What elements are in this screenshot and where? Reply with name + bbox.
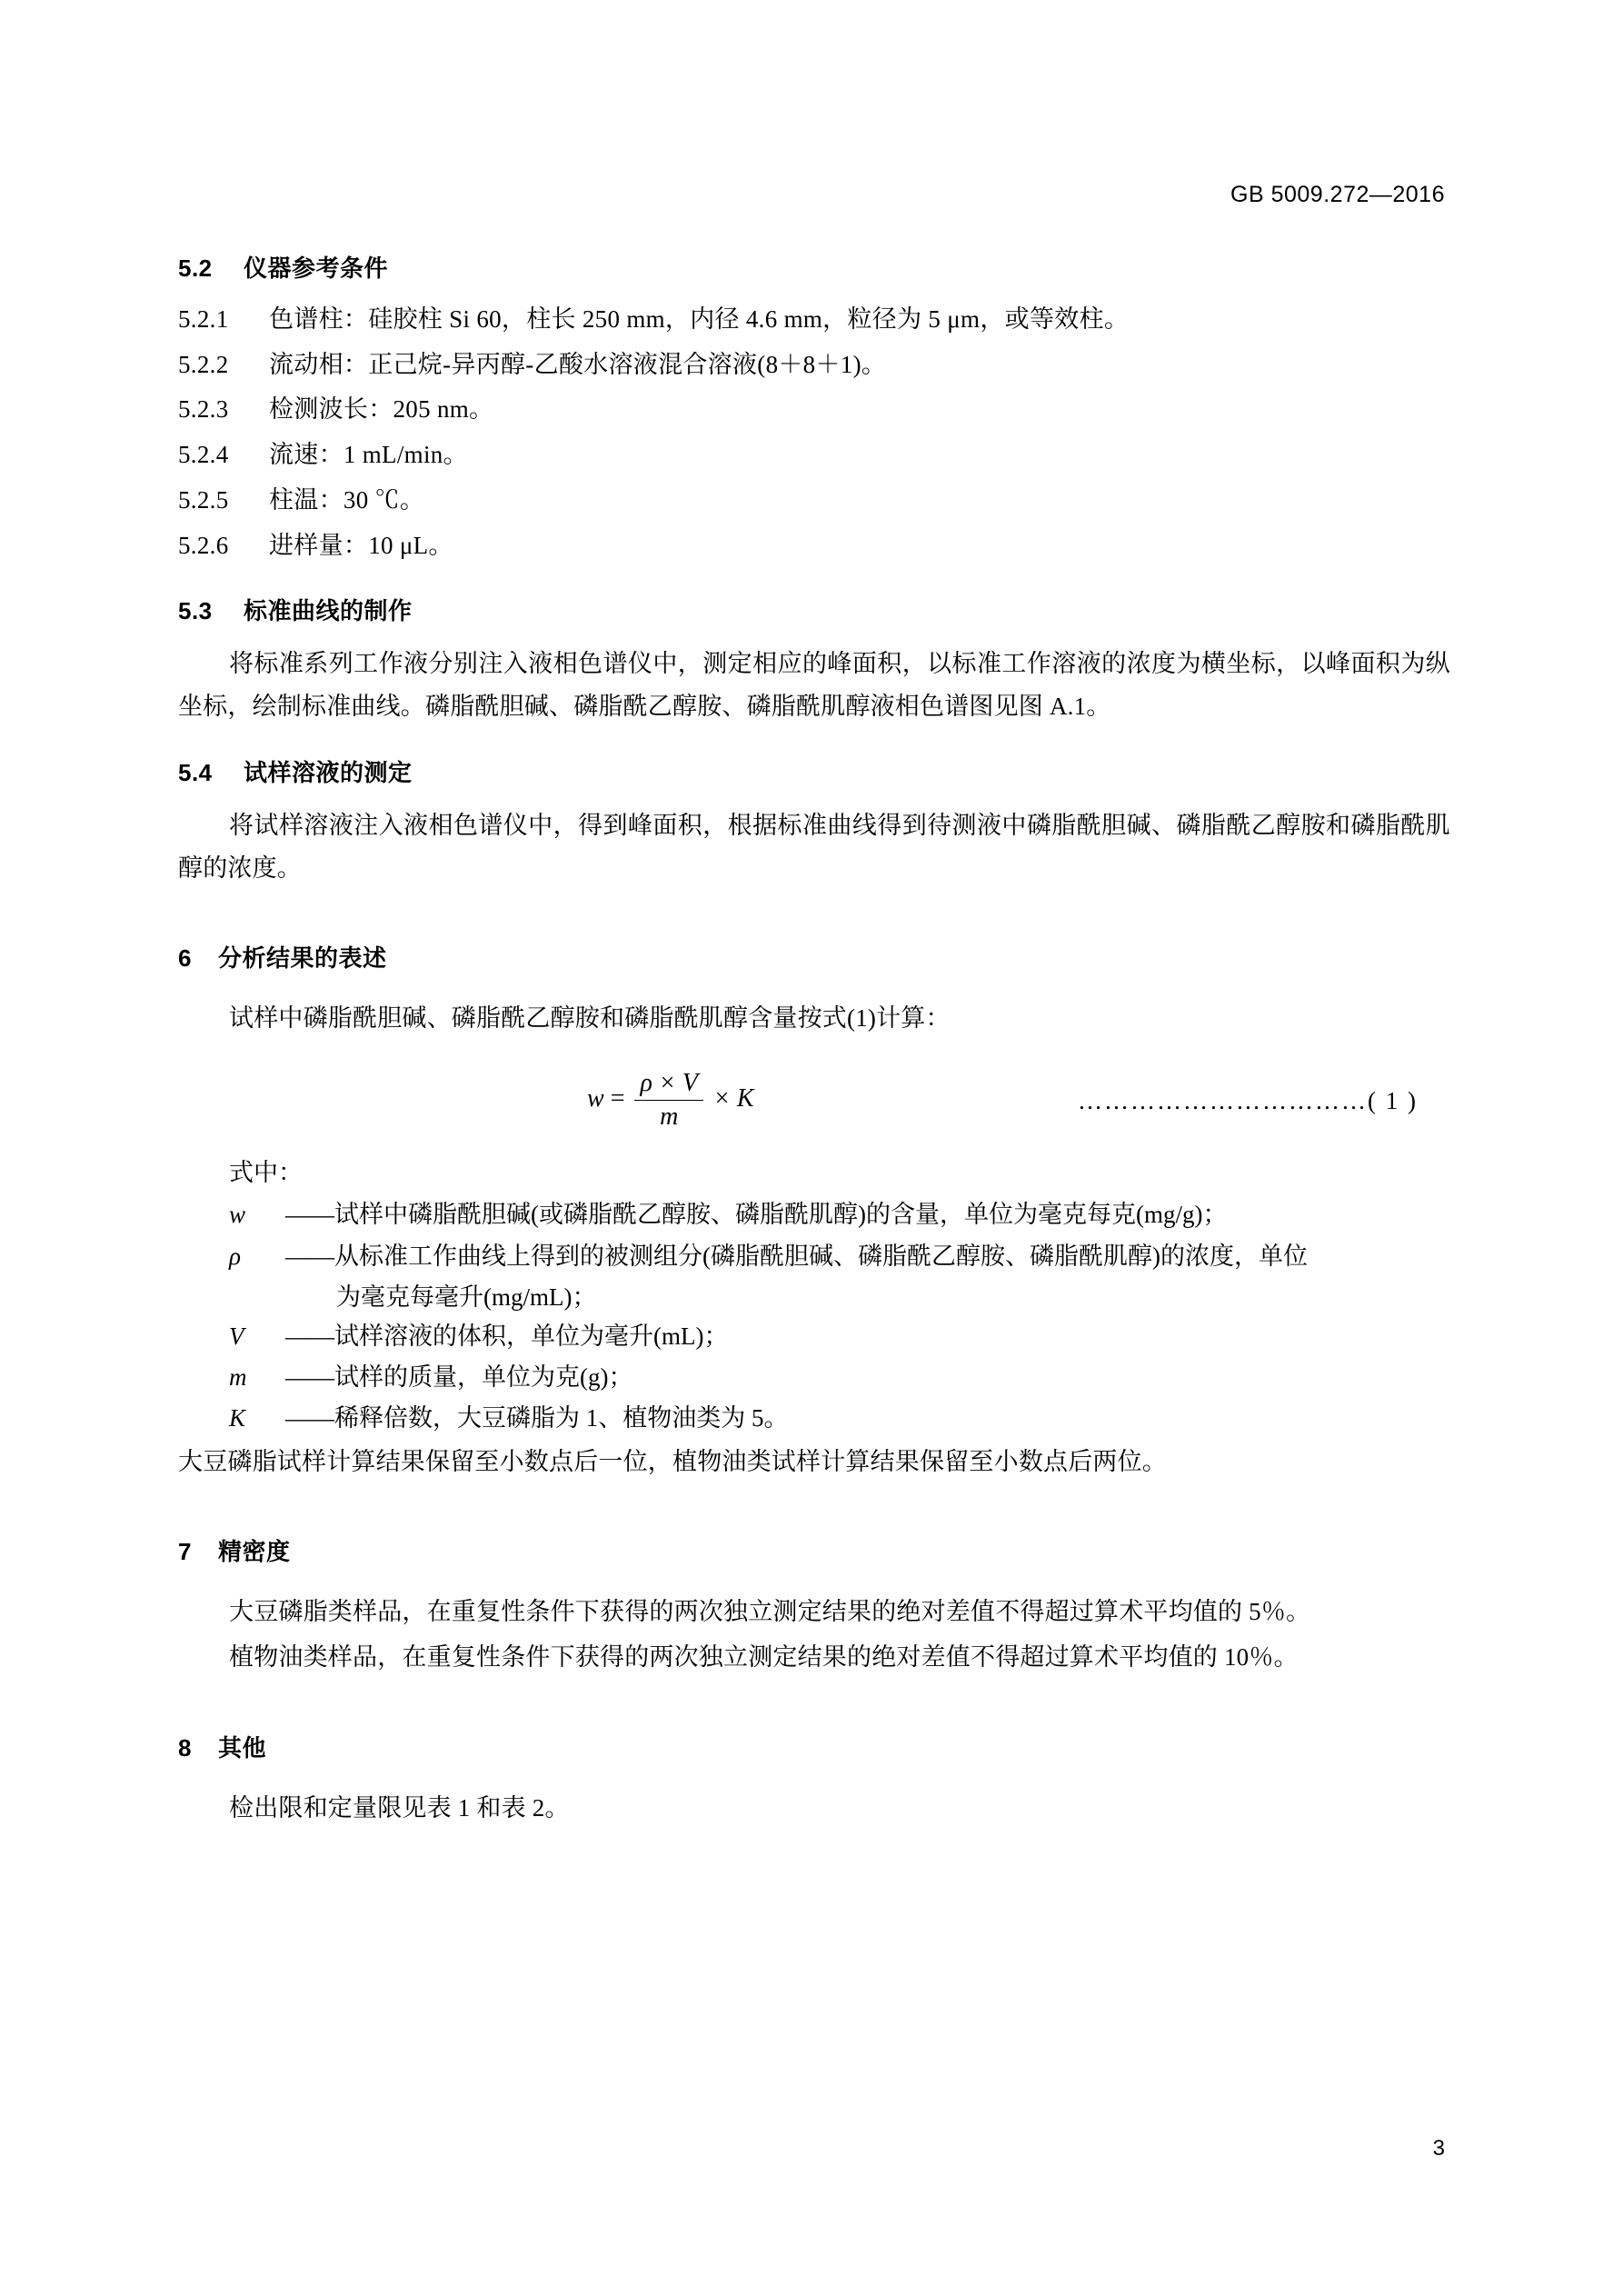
section-heading-6-number: 6 xyxy=(178,944,192,973)
formula-lhs: w xyxy=(587,1083,604,1113)
definition-row-m xyxy=(178,1358,1450,1397)
section-8-paragraph: 检出限和定量限见表 1 和表 2。 xyxy=(229,1793,570,1822)
definition-row-rho xyxy=(178,1237,1450,1276)
page-number: 3 xyxy=(1432,2136,1445,2161)
definition-row-w xyxy=(178,1195,1450,1234)
formula-times-k: × K xyxy=(712,1083,754,1113)
definition-text: ——试样溶液的体积，单位为毫升(mL)； xyxy=(285,1323,729,1351)
section-heading-7 xyxy=(178,1533,1450,1567)
clause-5-2-3 xyxy=(178,390,1450,430)
section-7-paragraph-2: 植物油类样品，在重复性条件下获得的两次独立测定结果的绝对差值不得超过算术平均值的 10％。 xyxy=(229,1643,1299,1672)
clause-5-2-6 xyxy=(178,526,1450,566)
formula-1-block xyxy=(178,1063,1450,1136)
definition-symbol: m xyxy=(229,1363,247,1392)
definition-text: ——试样的质量，单位为克(g)； xyxy=(285,1363,633,1392)
clause-text: 流动相：正己烷-异丙醇-乙酸水溶液混合溶液(8＋8＋1)。 xyxy=(269,350,887,378)
formula-leader-dots: …………………………… xyxy=(1078,1086,1368,1114)
clause-text: 柱温：30 ℃。 xyxy=(269,485,425,514)
definition-text: ——试样中磷脂酰胆碱(或磷脂酰乙醇胺、磷脂酰肌醇)的含量，单位为毫克每克(mg/g)； xyxy=(285,1201,1228,1229)
clause-text: 流速：1 mL/min。 xyxy=(269,441,468,469)
section-heading-8-title: 其他 xyxy=(218,1733,267,1762)
definition-row-v xyxy=(178,1317,1450,1356)
clause-5-2-2 xyxy=(178,345,1450,385)
section-heading-8 xyxy=(178,1730,1450,1763)
formula-fraction xyxy=(634,1069,702,1132)
where-label: 式中： xyxy=(229,1158,303,1186)
formula-numerator: ρ × V xyxy=(634,1069,702,1101)
document-body xyxy=(178,250,1450,1832)
definition-text: ——稀释倍数，大豆磷脂为 1、植物油类为 5。 xyxy=(285,1404,789,1433)
definition-symbol: w xyxy=(229,1201,246,1229)
definition-continuation-rho: 为毫克每毫升(mg/mL)； xyxy=(336,1283,597,1311)
section-5-4-paragraph: 将试样溶液注入液相色谱仪中，得到峰面积，根据标准曲线得到待测液中磷脂酰胆碱、磷脂酰乙醇胺和磷脂酰肌醇的浓度。 xyxy=(178,812,1450,882)
formula-equals: = xyxy=(610,1083,625,1113)
clause-5-2-4 xyxy=(178,435,1450,475)
section-heading-5-3 xyxy=(178,593,1450,626)
clause-text: 进样量：10 μL。 xyxy=(269,531,453,559)
section-heading-5-4-title: 试样溶液的测定 xyxy=(244,759,413,787)
section-heading-5-2-title: 仪器参考条件 xyxy=(244,255,389,282)
definition-text: ——从标准工作曲线上得到的被测组分(磷脂酰胆碱、磷脂酰乙醇胺、磷脂酰肌醇)的浓度，单位 xyxy=(285,1242,1308,1270)
section-heading-5-2-number: 5.2 xyxy=(178,255,213,282)
section-heading-5-4-number: 5.4 xyxy=(178,759,213,787)
clause-5-2-1 xyxy=(178,300,1450,340)
clause-number: 5.2.2 xyxy=(178,350,229,378)
formula-leader-and-number xyxy=(1078,1087,1418,1115)
section-heading-7-number: 7 xyxy=(178,1538,192,1566)
section-heading-5-3-number: 5.3 xyxy=(178,597,213,625)
definition-symbol: K xyxy=(229,1404,246,1433)
definition-symbol: ρ xyxy=(229,1242,241,1270)
formula-denominator: m xyxy=(660,1102,679,1131)
section-5-3-paragraph: 将标准系列工作液分别注入液相色谱仪中，测定相应的峰面积，以标准工作溶液的浓度为横坐标，以峰面积为纵坐标，绘制标准曲线。磷脂酰胆碱、磷脂酰乙醇胺、磷脂酰肌醇液相色谱图见图 A.1。 xyxy=(178,650,1450,720)
clause-number: 5.2.1 xyxy=(178,305,229,333)
definition-symbol: V xyxy=(229,1323,244,1351)
section-heading-5-3-title: 标准曲线的制作 xyxy=(244,597,413,625)
clause-number: 5.2.6 xyxy=(178,531,229,559)
formula-number: ( 1 ) xyxy=(1368,1086,1418,1114)
section-6-closing: 大豆磷脂试样计算结果保留至小数点后一位，植物油类试样计算结果保留至小数点后两位。 xyxy=(178,1447,1167,1475)
symbol-definition-list xyxy=(178,1195,1450,1438)
section-6-intro: 试样中磷脂酰胆碱、磷脂酰乙醇胺和磷脂酰肌醇含量按式(1)计算： xyxy=(229,1004,951,1033)
section-heading-5-2 xyxy=(178,250,1450,284)
section-heading-8-number: 8 xyxy=(178,1733,192,1762)
section-heading-6 xyxy=(178,940,1450,973)
definition-row-k xyxy=(178,1399,1450,1438)
clause-number: 5.2.4 xyxy=(178,441,229,469)
page-header-standard-code: GB 5009.272—2016 xyxy=(1230,182,1445,207)
section-heading-6-title: 分析结果的表述 xyxy=(218,944,387,973)
section-heading-5-4 xyxy=(178,754,1450,788)
clause-number: 5.2.3 xyxy=(178,395,229,424)
clause-text: 色谱柱：硅胶柱 Si 60，柱长 250 mm，内径 4.6 mm，粒径为 5 μm，或等效柱。 xyxy=(269,305,1130,333)
clause-5-2-5 xyxy=(178,481,1450,521)
section-7-paragraph-1: 大豆磷脂类样品，在重复性条件下获得的两次独立测定结果的绝对差值不得超过算术平均值的 5％。 xyxy=(229,1598,1311,1626)
section-heading-7-title: 精密度 xyxy=(218,1538,291,1566)
clause-number: 5.2.5 xyxy=(178,485,229,514)
formula-1 xyxy=(587,1069,754,1132)
clause-text: 检测波长：205 nm。 xyxy=(269,395,494,424)
